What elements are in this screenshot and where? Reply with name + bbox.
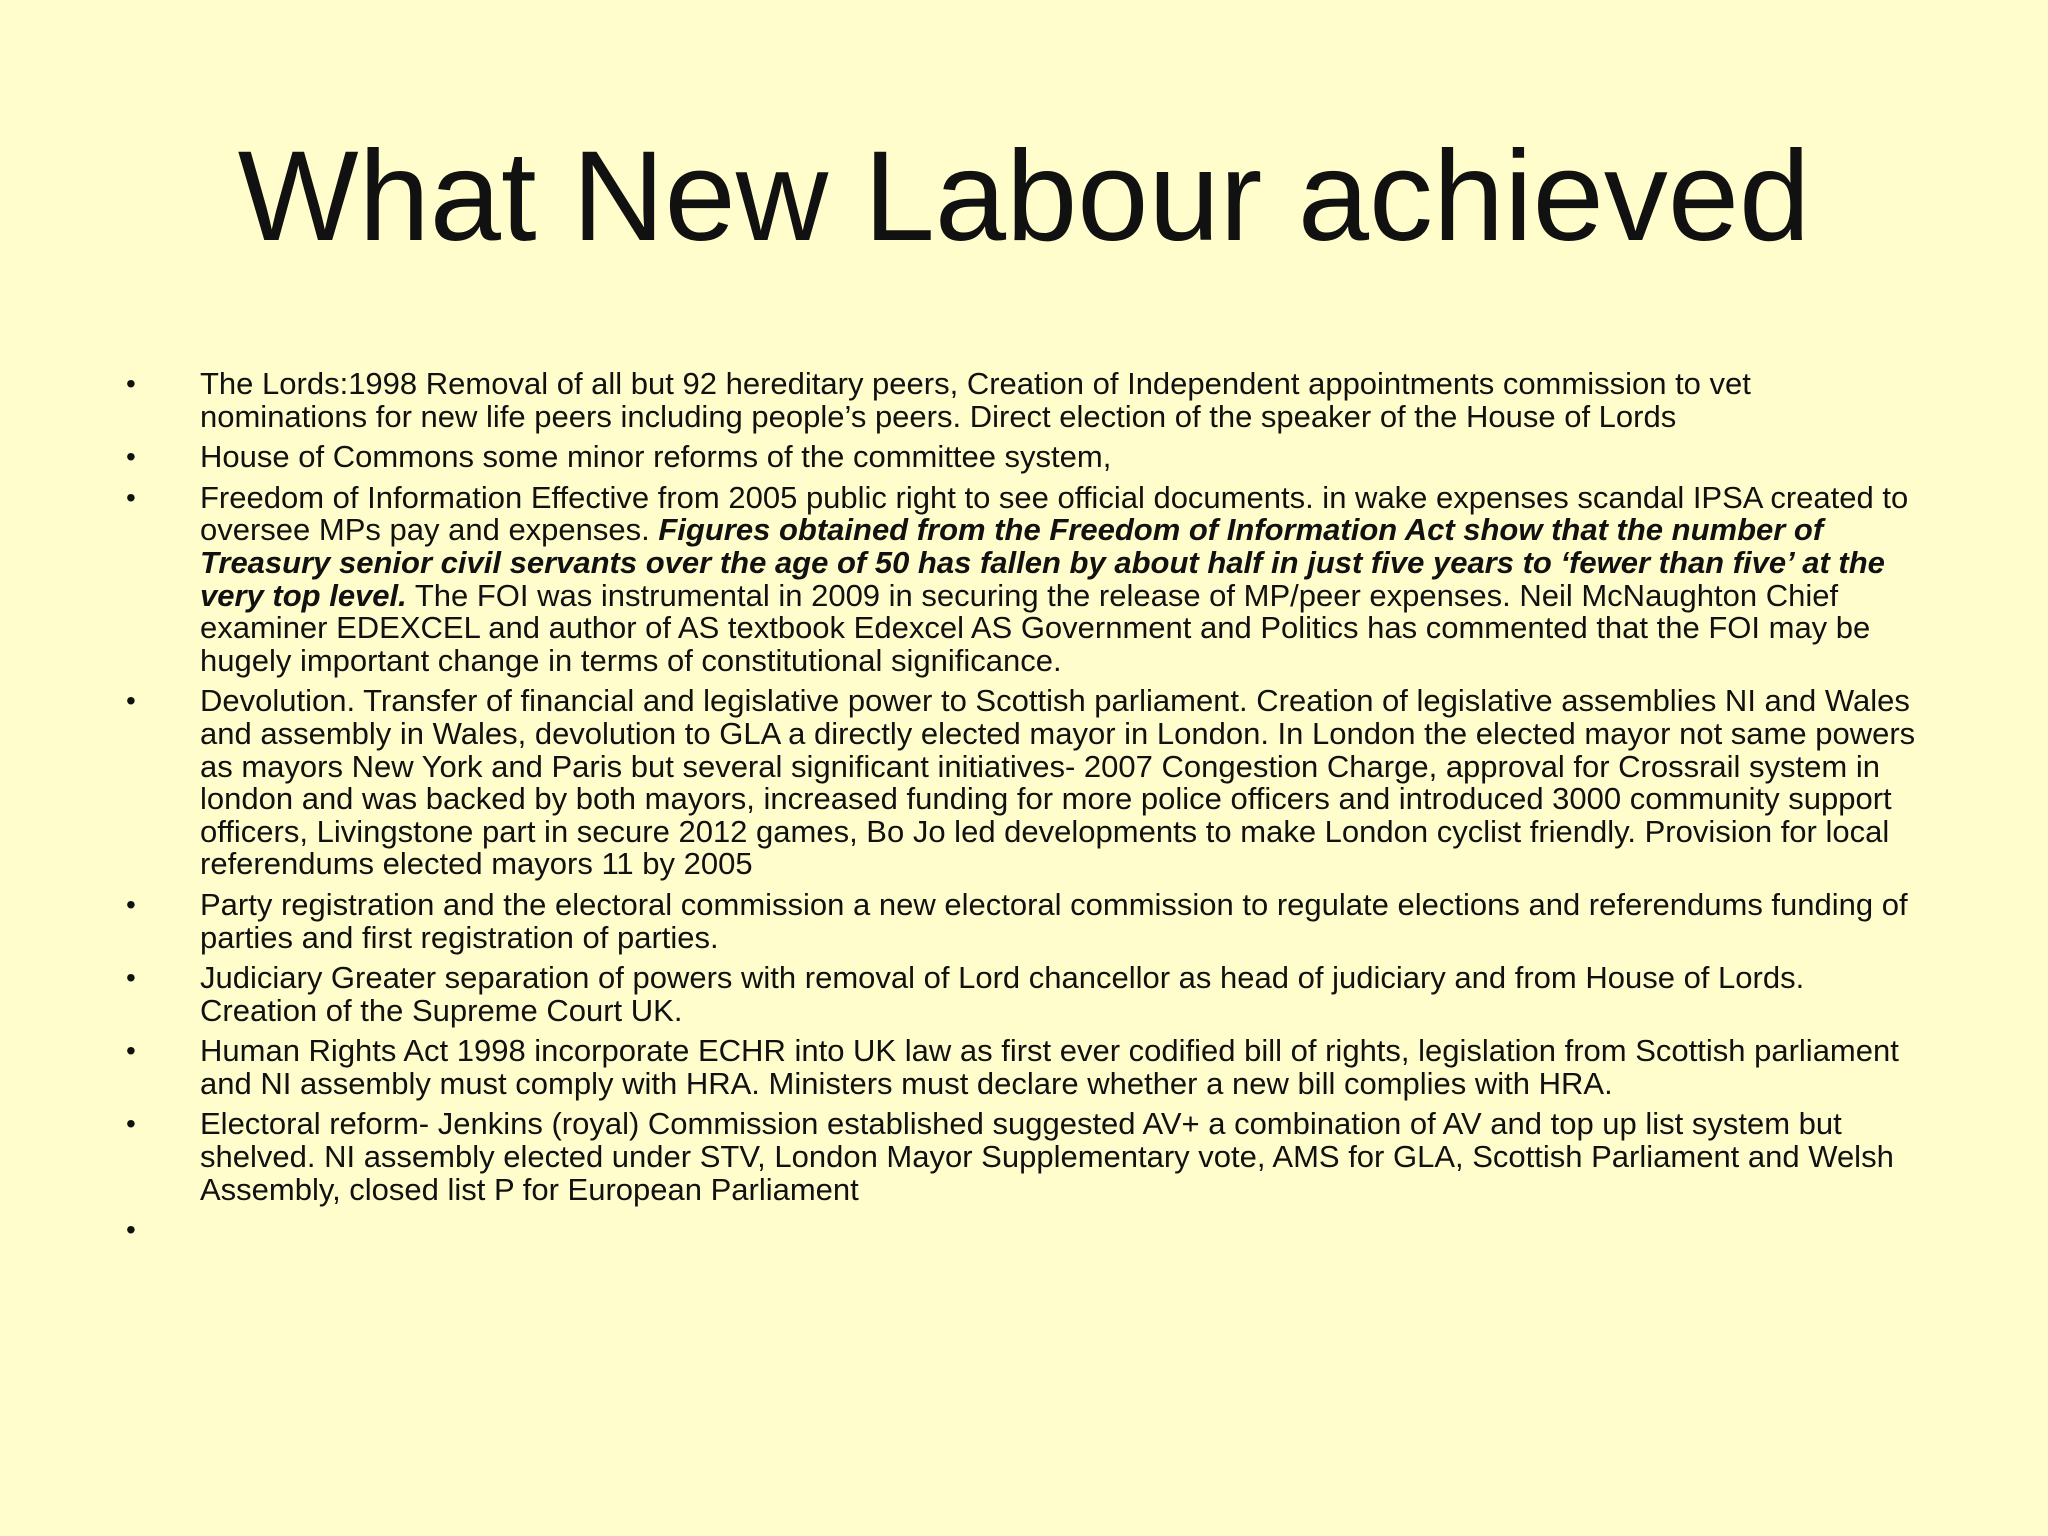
bullet-dot: • — [126, 368, 136, 399]
bullet-judiciary — [126, 962, 1926, 1027]
bullet-foi — [126, 479, 1926, 678]
bullet-dot: • — [126, 1214, 136, 1246]
bullet-human-rights — [126, 1035, 1926, 1100]
bullet-text: House of Commons some minor reforms of the committee system, — [200, 439, 1112, 475]
bullet-text: Party registration and the electoral commission a new electoral commission to regulate elections and referendums funding of parties and first registration of parties. — [200, 886, 1908, 955]
bullet-text: Devolution. Transfer of financial and legislative power to Scottish parliament. Creation of legislative assemblies NI and Wales and assembly in Wales, devolution to GLA a directly elected mayor in London. In London the elected mayor not same powers as mayors New York and Paris but several significant initiatives- 2007 Congestion Charge, approval for Crossrail system in london and was backed by both mayors, increased funding for more police officers and introduced 3000 community support officers, Livingstone part in secure 2012 games, Bo Jo led developments to make London cyclist friendly. Provision for local referendums elected mayors 11 by 2005 — [200, 683, 1916, 882]
bullet-text: Judiciary Greater separation of powers with removal of Lord chancellor as head of judiciary and from House of Lords. Creation of the Supreme Court UK. — [200, 960, 1805, 1028]
bullet-text-continued: The FOI was instrumental in 2009 in securing the release of MP/peer expenses. Neil McNaughton Chief examiner EDEXCEL and author of AS textbook Edexcel AS Government and Politics has commented that the FOI may be hugely important change in terms of constitutional significance. — [200, 577, 1871, 678]
bullet-dot: • — [126, 481, 136, 513]
bullet-dot: • — [126, 441, 136, 473]
bullet-text: Freedom of Information Effective from 2005 public right to see official documents. in wake expenses scandal IPSA created to oversee MPs pay and expenses. — [200, 479, 1909, 548]
bullet-lords — [126, 368, 1926, 433]
bullet-dot: • — [126, 1108, 136, 1140]
bullet-commons — [126, 441, 1926, 474]
bullet-dot: • — [126, 1035, 136, 1067]
slide-title: What New Labour achieved — [237, 125, 1811, 268]
bullet-electoral-reform — [126, 1108, 1926, 1206]
bullet-list — [126, 366, 1926, 1246]
bullet-text-emphasis: Figures obtained from the Freedom of Information Act show that the number of Treasury senior civil servants over the age of 50 has fallen by about half in just five years to ‘fewer than five’ at the very top level. — [200, 512, 1885, 613]
bullet-text: Human Rights Act 1998 incorporate ECHR into UK law as first ever codified bill of rights, legislation from Scottish parliament and NI assembly must comply with HRA. Ministers must declare whether a new bill complies with HRA. — [200, 1033, 1899, 1101]
bullet-text: Electoral reform- Jenkins (royal) Commission established suggested AV+ a combination of AV and top up list system but shelved. NI assembly elected under STV, London Mayor Supplementary vote, AMS for GLA, Scottish Parliament and Welsh Assembly, closed list P for European Parliament — [200, 1106, 1894, 1207]
bullet-dot: • — [126, 888, 136, 920]
bullet-party-registration — [126, 886, 1926, 955]
bullet-devolution — [126, 685, 1926, 881]
bullet-text: The Lords:1998 Removal of all but 92 hereditary peers, Creation of Independent appointments commission to vet nominations for new life peers including people’s peers. Direct election of the speaker of the House of Lords — [200, 366, 1751, 434]
bullet-dot: • — [126, 685, 136, 717]
bullet-dot: • — [126, 962, 136, 994]
